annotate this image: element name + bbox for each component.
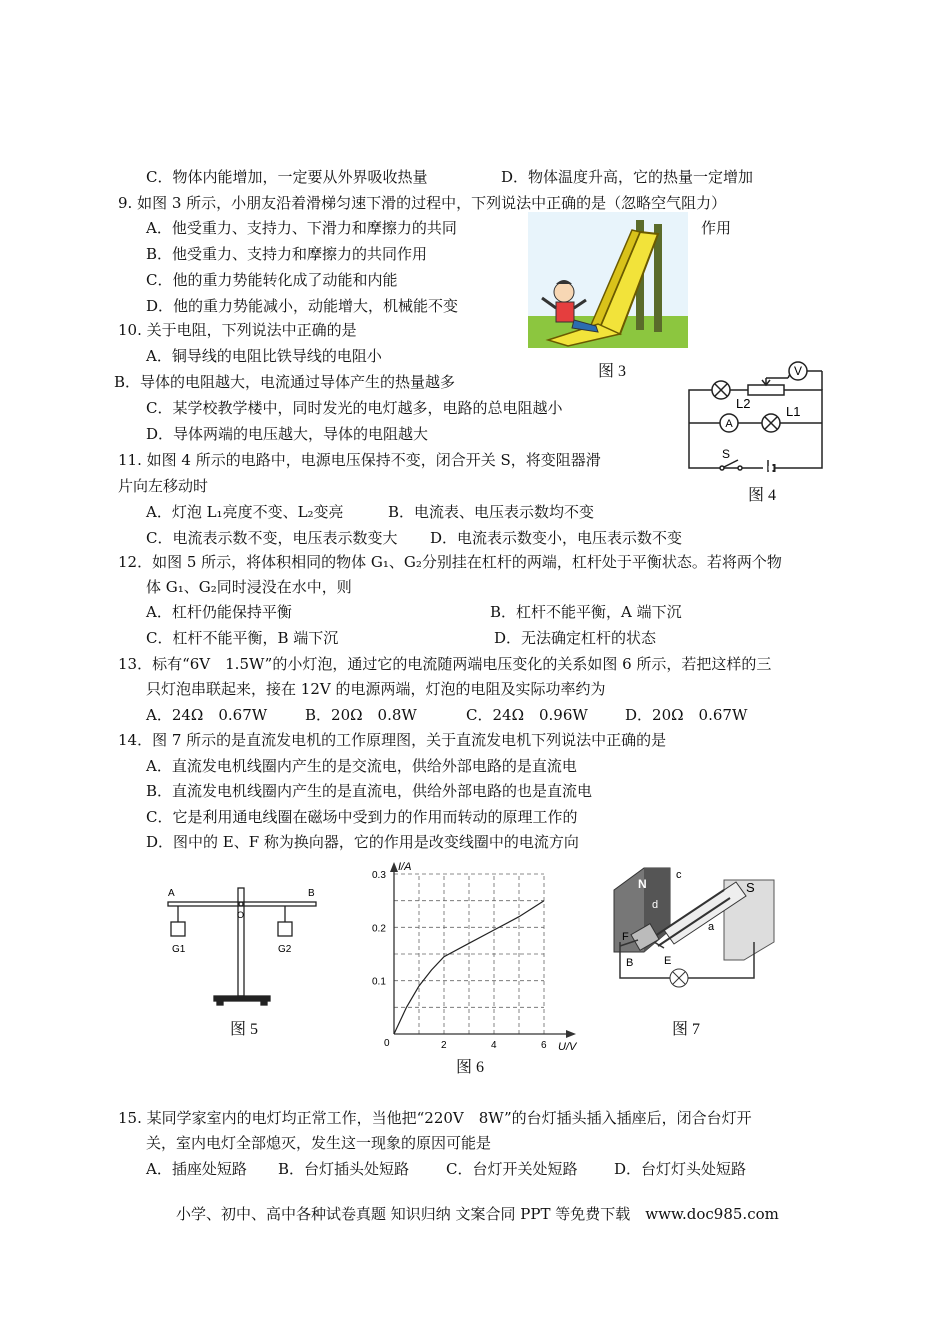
q15-option-b: B．台灯插头处短路: [278, 1160, 410, 1178]
fig7-label-s: S: [746, 880, 755, 895]
fig7-label-e: E: [664, 955, 672, 967]
fig4-l2-label: L2: [736, 396, 751, 411]
fig5-label-g2: G2: [278, 944, 292, 955]
figure-5-lever: [160, 880, 330, 1010]
q13-option-a: A．24Ω 0.67W: [146, 706, 268, 724]
q12-option-d: D．无法确定杠杆的状态: [494, 629, 657, 647]
q14-option-c: C．它是利用通电线圈在磁场中受到力的作用而转动的原理工作的: [146, 808, 578, 826]
fig5-label-b: B: [308, 888, 315, 899]
q15-stem-line1: 15. 某同学家室内的电灯均正常工作，当他把“220V 8W”的台灯插头插入插座后，闭合台灯开: [118, 1109, 752, 1127]
fig4-voltmeter-label: V: [793, 364, 803, 378]
fig7-label-d: d: [652, 899, 659, 911]
q8-option-d: D．物体温度升高，它的热量一定增加: [501, 168, 754, 186]
q12-option-c: C．杠杆不能平衡，B 端下沉: [146, 629, 339, 647]
fig5-label-a: A: [168, 888, 175, 899]
chart-x-tick-label: 2: [441, 1040, 447, 1051]
q13-option-c: C．24Ω 0.96W: [466, 706, 588, 724]
q14-option-d: D．图中的 E、F 称为换向器，它的作用是改变线圈中的电流方向: [146, 833, 579, 851]
q9-option-a: A．他受重力、支持力、下滑力和摩擦力的共同: [146, 219, 457, 237]
q15-option-c: C．台灯开关处短路: [446, 1160, 578, 1178]
figure-4-circuit: [686, 360, 826, 472]
q10-stem: 10. 关于电阻，下列说法中正确的是: [118, 321, 357, 339]
q15-option-d: D．台灯灯头处短路: [614, 1160, 747, 1178]
fig4-ammeter-label: A: [725, 418, 733, 430]
q10-option-a: A．铜导线的电阻比铁导线的电阻小: [146, 347, 382, 365]
fig4-l1-label: L1: [786, 404, 801, 419]
q10-option-b: B．导体的电阻越大，电流通过导体产生的热量越多: [114, 373, 456, 391]
q14-stem: 14．图 7 所示的是直流发电机的工作原理图，关于直流发电机下列说法中正确的是: [118, 731, 667, 749]
q11-option-b: B．电流表、电压表示数均不变: [388, 503, 595, 521]
chart-x-tick-label: 4: [491, 1040, 497, 1051]
q11-option-d: D．电流表示数变小，电压表示数不变: [430, 529, 683, 547]
q11-option-a: A．灯泡 L₁亮度不变、L₂变亮: [146, 503, 344, 521]
figure-6-chart: [358, 858, 590, 1054]
q8-option-c: C．物体内能增加，一定要从外界吸收热量: [146, 168, 428, 186]
q11-stem-line2: 片向左移动时: [118, 477, 209, 495]
fig7-label-c: c: [676, 869, 682, 881]
chart-y-axis-label: I/A: [398, 861, 412, 873]
q14-option-b: B．直流发电机线圈内产生的是直流电，供给外部电路的也是直流电: [146, 782, 593, 800]
figure-3-slide: [528, 212, 688, 348]
q15-stem-line2: 关，室内电灯全部熄灭，发生这一现象的原因可能是: [146, 1134, 492, 1152]
fig7-label-b: B: [626, 957, 634, 969]
q12-stem-line1: 12．如图 5 所示，将体积相同的物体 G₁、G₂分别挂在杠杆的两端，杠杆处于平衡状态。若将两个物: [118, 553, 782, 571]
q9-stem: 9. 如图 3 所示，小朋友沿着滑梯匀速下滑的过程中，下列说法中正确的是（忽略空气阻力）: [118, 194, 727, 212]
q12-option-a: A．杠杆仍能保持平衡: [146, 603, 292, 621]
chart-y-axis-arrow: [390, 862, 398, 872]
fig5-label-g1: G1: [172, 944, 186, 955]
q12-stem-line2: 体 G₁、G₂同时浸没在水中，则: [146, 578, 352, 596]
chart-y-tick-label: 0.3: [372, 870, 386, 881]
q9-option-a-tail: 作用: [701, 219, 732, 237]
figure-7-generator: [604, 860, 784, 1010]
fig5-label-o: O: [237, 910, 245, 920]
chart-y-tick-label: 0.1: [372, 976, 386, 988]
q13-option-b: B．20Ω 0.8W: [305, 706, 417, 724]
q13-option-d: D．20Ω 0.67W: [625, 706, 748, 724]
q13-stem-line1: 13．标有“6V 1.5W”的小灯泡，通过它的电流随两端电压变化的关系如图 6 所示，若把这样的三: [118, 655, 772, 673]
q13-stem-line2: 只灯泡串联起来，接在 12V 的电源两端，灯泡的电阻及实际功率约为: [146, 680, 606, 698]
page-footer: 小学、初中、高中各种试卷真题 知识归纳 文案合同 PPT 等免费下载 www.doc985.com: [176, 1205, 779, 1223]
chart-origin-label: 0: [384, 1038, 390, 1049]
figure-5-caption: 图 5: [230, 1021, 259, 1038]
fig4-switch-label: S: [722, 447, 731, 461]
chart-x-axis-arrow: [566, 1030, 576, 1038]
q11-option-c: C．电流表示数不变，电压表示数变大: [146, 529, 398, 547]
q10-option-d: D．导体两端的电压越大，导体的电阻越大: [146, 425, 429, 443]
q9-option-c: C．他的重力势能转化成了动能和内能: [146, 271, 398, 289]
q12-option-b: B．杠杆不能平衡，A 端下沉: [490, 603, 682, 621]
q14-option-a: A．直流发电机线圈内产生的是交流电，供给外部电路的是直流电: [146, 757, 577, 775]
fig7-label-n: N: [638, 877, 647, 891]
q15-option-a: A．插座处短路: [146, 1160, 247, 1178]
chart-y-tick-label: 0.2: [372, 923, 386, 935]
chart-x-tick-label: 6: [541, 1040, 547, 1051]
figure-6-caption: 图 6: [456, 1059, 485, 1076]
fig7-label-f: F: [622, 931, 629, 943]
chart-x-axis-label: U/V: [558, 1041, 577, 1053]
figure-4-caption: 图 4: [748, 487, 777, 504]
figure-3-caption: 图 3: [598, 363, 627, 380]
q10-option-c: C．某学校教学楼中，同时发光的电灯越多，电路的总电阻越小: [146, 399, 563, 417]
q9-option-b: B．他受重力、支持力和摩擦力的共同作用: [146, 245, 428, 263]
figure-7-caption: 图 7: [672, 1021, 701, 1038]
fig7-label-a: a: [708, 921, 715, 933]
q11-stem-line1: 11. 如图 4 所示的电路中，电源电压保持不变，闭合开关 S，将变阻器滑: [118, 451, 601, 469]
q9-option-d: D．他的重力势能减小，动能增大，机械能不变: [146, 297, 459, 315]
